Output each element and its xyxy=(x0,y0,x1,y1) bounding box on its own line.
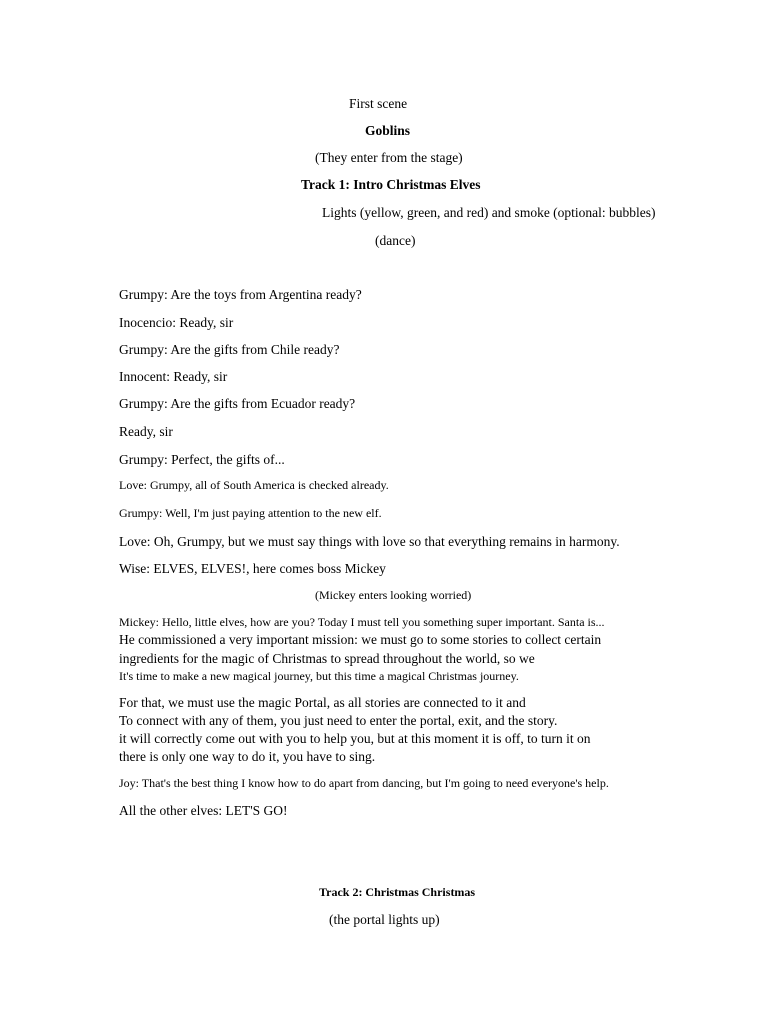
dialogue-line: Love: Grumpy, all of South America is checked already. xyxy=(119,478,389,492)
dialogue-line: Grumpy: Are the toys from Argentina ready? xyxy=(119,287,362,302)
dialogue-line: Innocent: Ready, sir xyxy=(119,369,228,384)
dialogue-line: It's time to make a new magical journey, but this time a magical Christmas journey. xyxy=(119,669,519,683)
dialogue-line: ingredients for the magic of Christmas to spread throughout the world, so we xyxy=(119,651,535,666)
dialogue-line: Grumpy: Well, I'm just paying attention to the new elf. xyxy=(119,506,382,520)
dialogue-line: For that, we must use the magic Portal, as all stories are connected to it and xyxy=(119,695,526,710)
dialogue-line: To connect with any of them, you just need to enter the portal, exit, and the story. xyxy=(119,713,558,728)
scene-heading: First scene xyxy=(349,96,408,111)
dialogue-line: Grumpy: Are the gifts from Chile ready? xyxy=(119,342,340,357)
dialogue-line: there is only one way to do it, you have to sing. xyxy=(119,749,376,764)
dialogue-line: Ready, sir xyxy=(119,424,173,439)
dialogue-line: Joy: That's the best thing I know how to do apart from dancing, but I'm going to need everyone's help. xyxy=(119,776,609,790)
stage-direction: (They enter from the stage) xyxy=(315,150,463,165)
track-heading: Track 1: Intro Christmas Elves xyxy=(301,177,481,192)
lights-direction: Lights (yellow, green, and red) and smoke (optional: bubbles) xyxy=(322,205,656,220)
dance-direction: (dance) xyxy=(375,233,416,248)
dialogue-line: Grumpy: Perfect, the gifts of... xyxy=(119,452,285,467)
dialogue-line: He commissioned a very important mission: we must go to some stories to collect certain xyxy=(119,632,602,647)
stage-direction: (the portal lights up) xyxy=(329,912,440,927)
stage-direction: (Mickey enters looking worried) xyxy=(315,588,472,602)
dialogue-line: Grumpy: Are the gifts from Ecuador ready? xyxy=(119,396,356,411)
dialogue-line: All the other elves: LET'S GO! xyxy=(119,803,288,818)
track-heading: Track 2: Christmas Christmas xyxy=(319,885,476,899)
dialogue-line: Mickey: Hello, little elves, how are you? Today I must tell you something super important. Santa is... xyxy=(119,615,605,629)
dialogue-line: it will correctly come out with you to help you, but at this moment it is off, to turn it on xyxy=(119,731,591,746)
scene-title: Goblins xyxy=(365,123,411,138)
dialogue-line: Inocencio: Ready, sir xyxy=(119,315,234,330)
dialogue-line: Love: Oh, Grumpy, but we must say things with love so that everything remains in harmony. xyxy=(119,534,620,549)
dialogue-line: Wise: ELVES, ELVES!, here comes boss Mickey xyxy=(119,561,386,576)
